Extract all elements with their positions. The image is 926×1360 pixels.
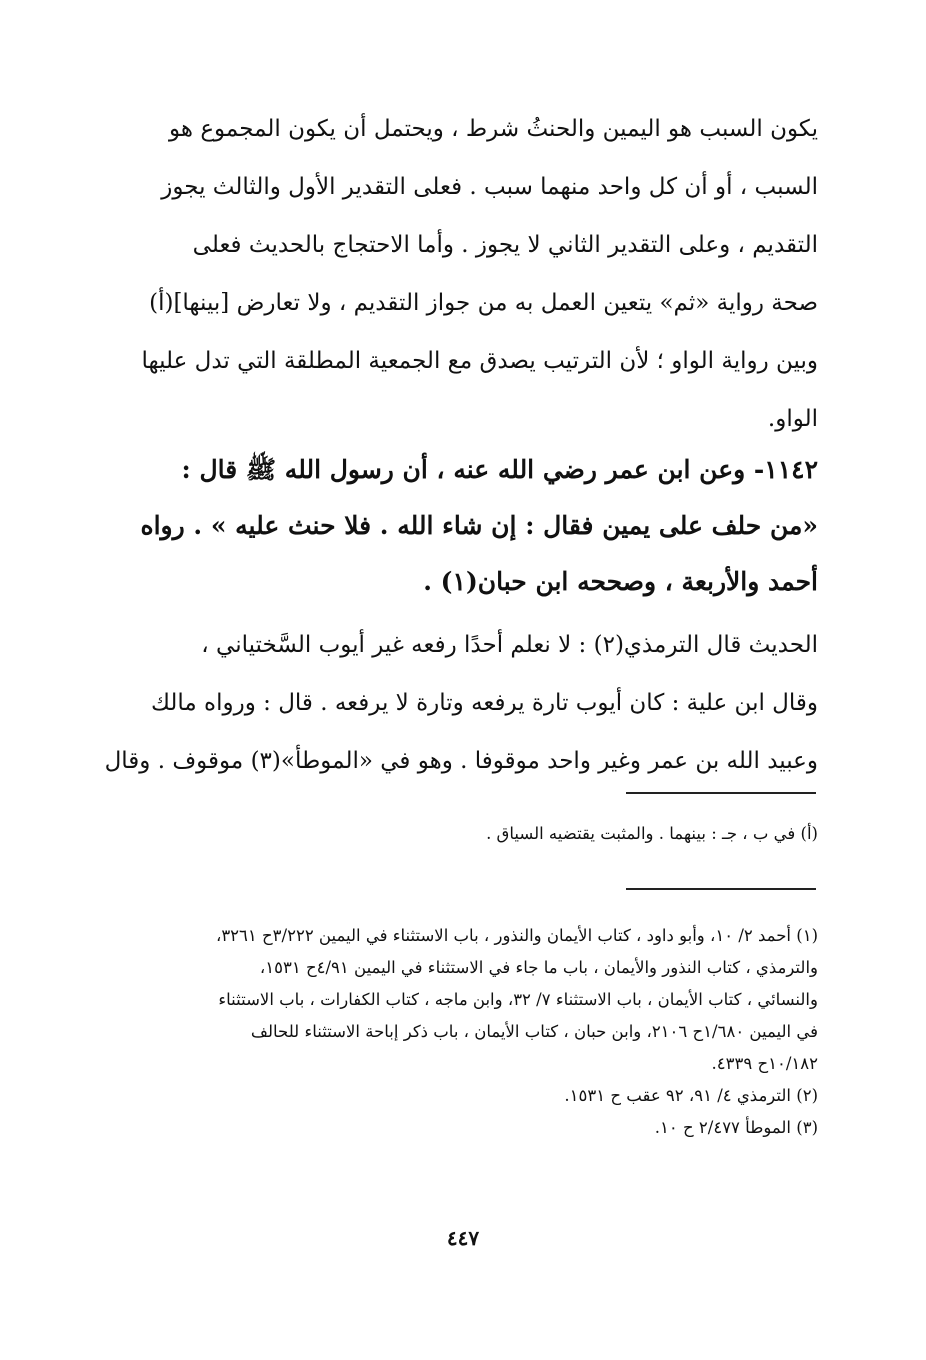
commentary-paragraph [141,100,818,448]
hadith-line: «من حلف على يمين فقال : إن شاء الله . فلا حنث عليه » . رواه [140,511,818,540]
explanation-line: وعبيد الله بن عمر وغير واحد موقوفا . وهو في «الموطأ»(٣) موقوف . وقال [104,748,818,774]
commentary-line: يكون السبب هو اليمين والحنثُ شرط ، ويحتمل أن يكون المجموع هو [169,116,818,142]
commentary-line: السبب ، أو أن كل واحد منهما سبب . فعلى التقدير الأول والثالث يجوز [161,174,818,200]
explanation-paragraph [104,616,818,790]
commentary-line: صحة رواية «ثم» يتعين العمل به من جواز التقديم ، ولا تعارض [بينها](أ) [149,290,818,316]
footnote-line: في اليمين ١/٦٨٠ح ٢١٠٦، وابن حبان ، كتاب الأيمان ، باب ذكر إباحة الاستثناء للحالف [250,1022,818,1041]
commentary-line: وبين رواية الواو ؛ لأن الترتيب يصدق مع الجمعية المطلقة التي تدل عليها [141,348,818,374]
commentary-line: التقديم ، وعلى التقدير الثاني لا يجوز . وأما الاحتجاج بالحديث فعلى [192,232,818,258]
hadith-line: ١١٤٢- وعن ابن عمر رضي الله عنه ، أن رسول الله ﷺ قال : [181,455,818,484]
footnote-line: والترمذي ، كتاب النذور والأيمان ، باب ما جاء في الاستثناء في اليمين ٤/٩١ح ١٥٣١، [259,958,818,977]
explanation-line: وقال ابن علية : كان أيوب تارة يرفعه وتارة لا يرفعه . قال : ورواه مالك [151,690,818,716]
footnote-line: (١) أحمد ٢/ ١٠، وأبو داود ، كتاب الأيمان والنذور ، باب الاستثناء في اليمين ٣/٢٢٢ح ٣٢٦١، [215,926,818,945]
footnote-line: (٣) الموطأ ٢/٤٧٧ ح ١٠. [654,1118,818,1137]
explanation-line: الحديث قال الترمذي(٢) : لا نعلم أحدًا رفعه غير أيوب السَّختياني ، [201,632,818,658]
variant-notes-divider [626,792,816,794]
hadith-text [140,442,818,610]
variant-notes [150,818,818,850]
footnote-line: (٢) الترمذي ٤/ ٩١، ٩٢ عقب ح ١٥٣١. [564,1086,818,1105]
page-number: ٤٤٧ [446,1226,480,1250]
footnotes [150,920,818,1144]
commentary-line: الواو. [767,406,818,432]
variant-note: (أ) في ب ، جـ : بينهما . والمثبت يقتضيه السياق . [486,824,818,843]
footnote-line: والنسائي ، كتاب الأيمان ، باب الاستثناء ٧/ ٣٢، وابن ماجه ، كتاب الكفارات ، باب الاستثناء [218,990,818,1009]
footnote-line: ١٠/١٨٢ح ٤٣٣٩. [711,1054,818,1073]
footnotes-divider [626,888,816,890]
hadith-line: أحمد والأربعة ، وصححه ابن حبان(١) . [423,567,818,596]
